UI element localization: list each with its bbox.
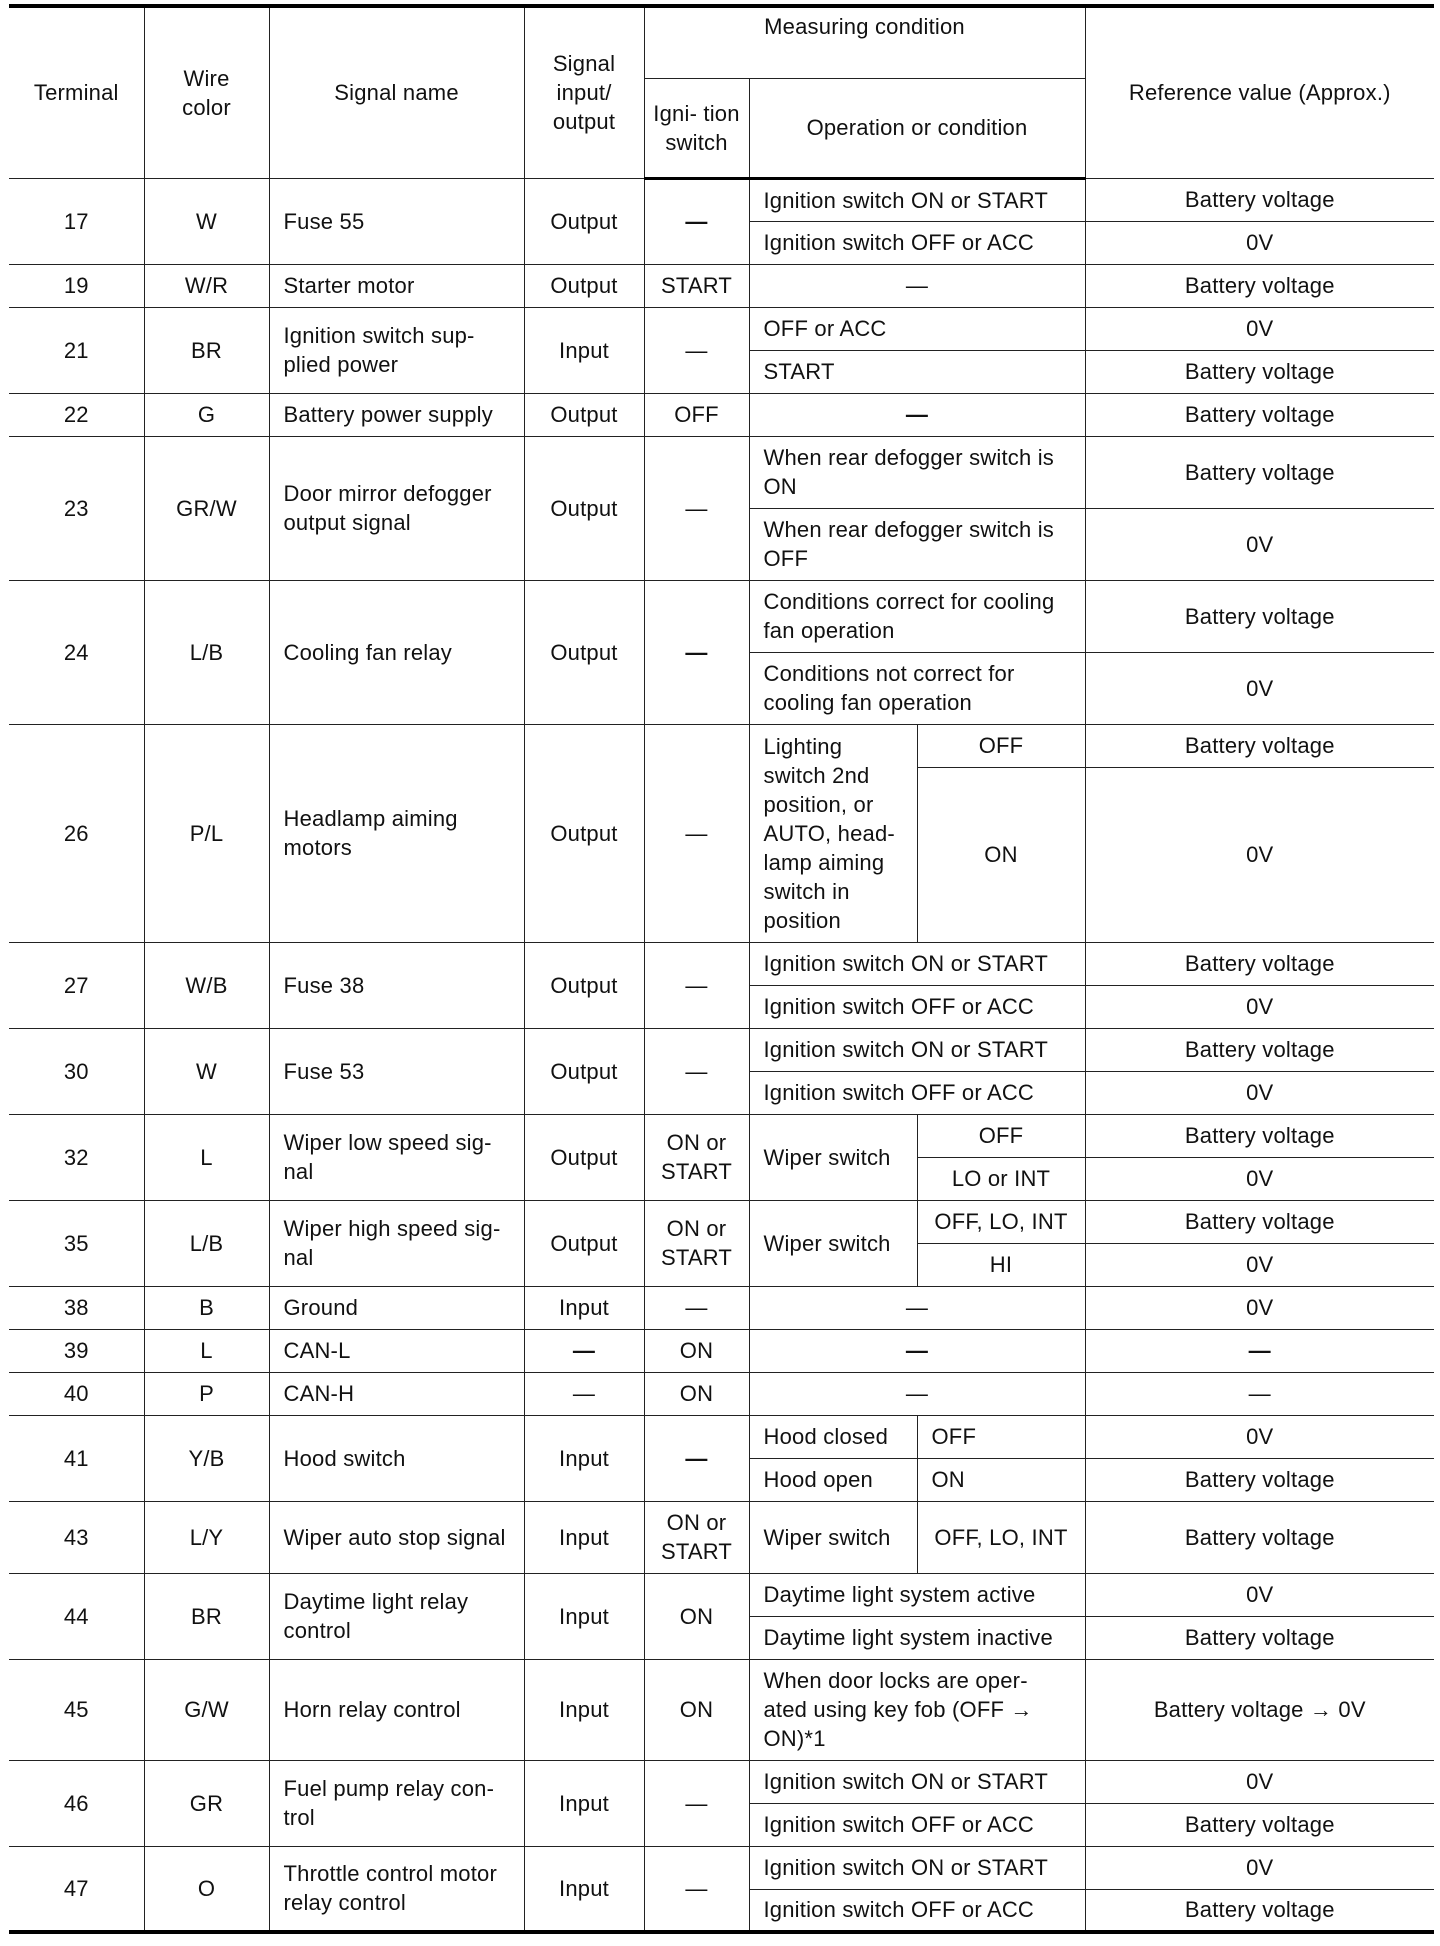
table-row [9,1760,1434,1803]
wire-color-cell: BR [144,1573,269,1659]
condition-cell: Ignition switch ON or START [749,1846,1085,1889]
ignition-cell: — [644,307,749,393]
header-signal-io: Signal input/ output [524,6,644,178]
ignition-cell: — [644,178,749,264]
signal-name-cell: Headlamp aiming motors [269,724,524,942]
wire-color-cell: GR [144,1760,269,1846]
ignition-cell: OFF [644,393,749,436]
sub-condition-cell: OFF [917,1415,1085,1458]
signal-name-cell: Throttle control motor relay control [269,1846,524,1932]
table-row [9,1329,1434,1372]
signal-name-cell: Starter motor [269,264,524,307]
table-row [9,1846,1434,1889]
signal-io-cell: Output [524,1200,644,1286]
terminal-cell: 44 [9,1573,144,1659]
signal-name-cell: Wiper low speed sig- nal [269,1114,524,1200]
wire-color-cell: L/B [144,580,269,724]
signal-name-cell: Battery power supply [269,393,524,436]
signal-io-cell: Output [524,393,644,436]
reference-cell: Battery voltage [1085,1616,1434,1659]
header-reference-value: Reference value (Approx.) [1085,6,1434,178]
signal-io-cell: Input [524,1659,644,1760]
header-measuring-condition: Measuring condition [644,6,1085,78]
signal-name-cell: Wiper high speed sig- nal [269,1200,524,1286]
reference-cell: 0V [1085,221,1434,264]
table-row [9,942,1434,985]
signal-io-cell: Output [524,178,644,264]
condition-cell: When rear defogger switch is ON [749,436,1085,508]
wire-color-cell: L/Y [144,1501,269,1573]
table-row [9,393,1434,436]
wire-color-cell: Y/B [144,1415,269,1501]
terminal-cell: 38 [9,1286,144,1329]
terminal-cell: 39 [9,1329,144,1372]
terminal-cell: 24 [9,580,144,724]
reference-cell: 0V [1085,1760,1434,1803]
condition-cell: OFF or ACC [749,307,1085,350]
signal-name-cell: Fuse 38 [269,942,524,1028]
reference-cell: 0V [1085,1573,1434,1616]
wire-color-cell: L/B [144,1200,269,1286]
ignition-cell: ON [644,1329,749,1372]
terminal-cell: 47 [9,1846,144,1932]
signal-io-cell: Output [524,1114,644,1200]
ignition-cell: — [644,1286,749,1329]
terminal-cell: 19 [9,264,144,307]
terminal-cell: 26 [9,724,144,942]
wire-color-cell: P [144,1372,269,1415]
wire-color-cell: W/B [144,942,269,1028]
table-row [9,264,1434,307]
terminal-cell: 17 [9,178,144,264]
table-row [9,1200,1434,1243]
wire-color-cell: G [144,393,269,436]
ignition-cell: ON or START [644,1501,749,1573]
ignition-cell: — [644,1846,749,1932]
condition-cell: Wiper switch [749,1501,917,1573]
sub-condition-cell: OFF, LO, INT [917,1200,1085,1243]
reference-cell: 0V [1085,1415,1434,1458]
reference-cell: 0V [1085,307,1434,350]
sub-condition-cell: OFF [917,1114,1085,1157]
condition-cell: Ignition switch OFF or ACC [749,221,1085,264]
condition-cell: Ignition switch OFF or ACC [749,985,1085,1028]
ignition-cell: ON [644,1659,749,1760]
reference-cell: Battery voltage → 0V [1085,1659,1434,1760]
reference-cell: Battery voltage [1085,1803,1434,1846]
table-row [9,1286,1434,1329]
condition-cell: Hood open [749,1458,917,1501]
sub-condition-cell: ON [917,1458,1085,1501]
reference-cell: — [1085,1329,1434,1372]
reference-cell: Battery voltage [1085,580,1434,652]
condition-cell: — [749,393,1085,436]
reference-cell: 0V [1085,1846,1434,1889]
condition-cell: When door locks are oper- ated using key fob (OFF → ON)*1 [749,1659,1085,1760]
terminal-reference-sheet [9,4,1434,1934]
signal-io-cell: Input [524,1846,644,1932]
table-row [9,1028,1434,1071]
condition-cell: Ignition switch OFF or ACC [749,1803,1085,1846]
condition-cell: Daytime light system active [749,1573,1085,1616]
condition-cell: Ignition switch ON or START [749,942,1085,985]
signal-io-cell: Output [524,264,644,307]
signal-io-cell: — [524,1329,644,1372]
signal-name-cell: Ignition switch sup- plied power [269,307,524,393]
wire-color-cell: W/R [144,264,269,307]
signal-io-cell: Output [524,1028,644,1114]
header-terminal: Terminal [9,6,144,178]
reference-cell: 0V [1085,1071,1434,1114]
signal-io-cell: Input [524,1501,644,1573]
ignition-cell: — [644,942,749,1028]
terminal-cell: 22 [9,393,144,436]
header-signal-name: Signal name [269,6,524,178]
signal-name-cell: Door mirror defogger output signal [269,436,524,580]
ignition-cell: — [644,1415,749,1501]
ignition-cell: ON [644,1372,749,1415]
reference-cell: 0V [1085,767,1434,942]
terminal-cell: 30 [9,1028,144,1114]
terminal-cell: 40 [9,1372,144,1415]
signal-name-cell: Cooling fan relay [269,580,524,724]
condition-cell: Lighting switch 2nd position, or AUTO, head- lamp aiming switch in position [749,724,917,942]
wire-color-cell: GR/W [144,436,269,580]
condition-cell: — [749,1329,1085,1372]
wire-color-cell: W [144,178,269,264]
header-ignition-switch: Igni- tion switch [644,78,749,178]
reference-cell: Battery voltage [1085,1200,1434,1243]
condition-cell: Conditions not correct for cooling fan operation [749,652,1085,724]
condition-cell: Ignition switch OFF or ACC [749,1071,1085,1114]
ignition-cell: ON or START [644,1114,749,1200]
reference-cell: Battery voltage [1085,350,1434,393]
sub-condition-cell: OFF [917,724,1085,767]
header-row [9,6,1434,78]
terminal-cell: 32 [9,1114,144,1200]
reference-cell: 0V [1085,985,1434,1028]
sub-condition-cell: HI [917,1243,1085,1286]
condition-cell: Ignition switch ON or START [749,178,1085,221]
table-row [9,1372,1434,1415]
condition-cell: Daytime light system inactive [749,1616,1085,1659]
table-row [9,1114,1434,1157]
reference-cell: Battery voltage [1085,436,1434,508]
reference-cell: Battery voltage [1085,1501,1434,1573]
signal-name-cell: Horn relay control [269,1659,524,1760]
signal-name-cell: Fuel pump relay con- trol [269,1760,524,1846]
condition-cell: Ignition switch OFF or ACC [749,1889,1085,1932]
terminal-cell: 46 [9,1760,144,1846]
wire-color-cell: G/W [144,1659,269,1760]
wire-color-cell: B [144,1286,269,1329]
condition-cell: — [749,1372,1085,1415]
ignition-cell: — [644,724,749,942]
table-row [9,1573,1434,1616]
signal-name-cell: Wiper auto stop signal [269,1501,524,1573]
reference-cell: 0V [1085,1286,1434,1329]
table-row [9,1501,1434,1573]
table-row [9,307,1434,350]
reference-cell: Battery voltage [1085,393,1434,436]
ignition-cell: — [644,580,749,724]
wire-color-cell: L [144,1329,269,1372]
table-row [9,178,1434,221]
reference-cell: Battery voltage [1085,724,1434,767]
terminal-cell: 23 [9,436,144,580]
terminal-cell: 27 [9,942,144,1028]
ignition-cell: — [644,436,749,580]
terminal-cell: 41 [9,1415,144,1501]
reference-cell: Battery voltage [1085,264,1434,307]
table-row [9,436,1434,508]
signal-io-cell: Input [524,1286,644,1329]
signal-io-cell: Input [524,1573,644,1659]
terminal-reference-table [9,4,1434,1934]
signal-name-cell: Fuse 55 [269,178,524,264]
signal-io-cell: Output [524,942,644,1028]
signal-io-cell: Input [524,307,644,393]
sub-condition-cell: OFF, LO, INT [917,1501,1085,1573]
terminal-cell: 43 [9,1501,144,1573]
signal-name-cell: CAN-H [269,1372,524,1415]
ignition-cell: — [644,1760,749,1846]
condition-cell: Wiper switch [749,1114,917,1200]
table-row [9,1659,1434,1760]
reference-cell: 0V [1085,1243,1434,1286]
condition-cell: — [749,1286,1085,1329]
header-wire-color: Wire color [144,6,269,178]
signal-name-cell: CAN-L [269,1329,524,1372]
signal-name-cell: Ground [269,1286,524,1329]
ignition-cell: ON or START [644,1200,749,1286]
condition-cell: When rear defogger switch is OFF [749,508,1085,580]
condition-cell: Ignition switch ON or START [749,1028,1085,1071]
reference-cell: 0V [1085,652,1434,724]
ignition-cell: START [644,264,749,307]
signal-io-cell: — [524,1372,644,1415]
ignition-cell: ON [644,1573,749,1659]
reference-cell: — [1085,1372,1434,1415]
reference-cell: 0V [1085,1157,1434,1200]
wire-color-cell: BR [144,307,269,393]
condition-cell: Ignition switch ON or START [749,1760,1085,1803]
wire-color-cell: P/L [144,724,269,942]
sub-condition-cell: LO or INT [917,1157,1085,1200]
terminal-cell: 45 [9,1659,144,1760]
signal-io-cell: Output [524,436,644,580]
signal-name-cell: Hood switch [269,1415,524,1501]
table-row [9,580,1434,652]
signal-io-cell: Output [524,724,644,942]
condition-cell: Wiper switch [749,1200,917,1286]
condition-cell: Conditions correct for cooling fan operation [749,580,1085,652]
table-row [9,1415,1434,1458]
terminal-cell: 35 [9,1200,144,1286]
terminal-cell: 21 [9,307,144,393]
reference-cell: Battery voltage [1085,1028,1434,1071]
table-row [9,724,1434,767]
reference-cell: Battery voltage [1085,178,1434,221]
reference-cell: Battery voltage [1085,942,1434,985]
wire-color-cell: O [144,1846,269,1932]
reference-cell: Battery voltage [1085,1114,1434,1157]
condition-cell: Hood closed [749,1415,917,1458]
signal-name-cell: Daytime light relay control [269,1573,524,1659]
signal-name-cell: Fuse 53 [269,1028,524,1114]
wire-color-cell: L [144,1114,269,1200]
signal-io-cell: Input [524,1760,644,1846]
header-operation-condition: Operation or condition [749,78,1085,178]
ignition-cell: — [644,1028,749,1114]
reference-cell: 0V [1085,508,1434,580]
sub-condition-cell: ON [917,767,1085,942]
signal-io-cell: Output [524,580,644,724]
signal-io-cell: Input [524,1415,644,1501]
condition-cell: — [749,264,1085,307]
reference-cell: Battery voltage [1085,1458,1434,1501]
condition-cell: START [749,350,1085,393]
reference-cell: Battery voltage [1085,1889,1434,1932]
wire-color-cell: W [144,1028,269,1114]
